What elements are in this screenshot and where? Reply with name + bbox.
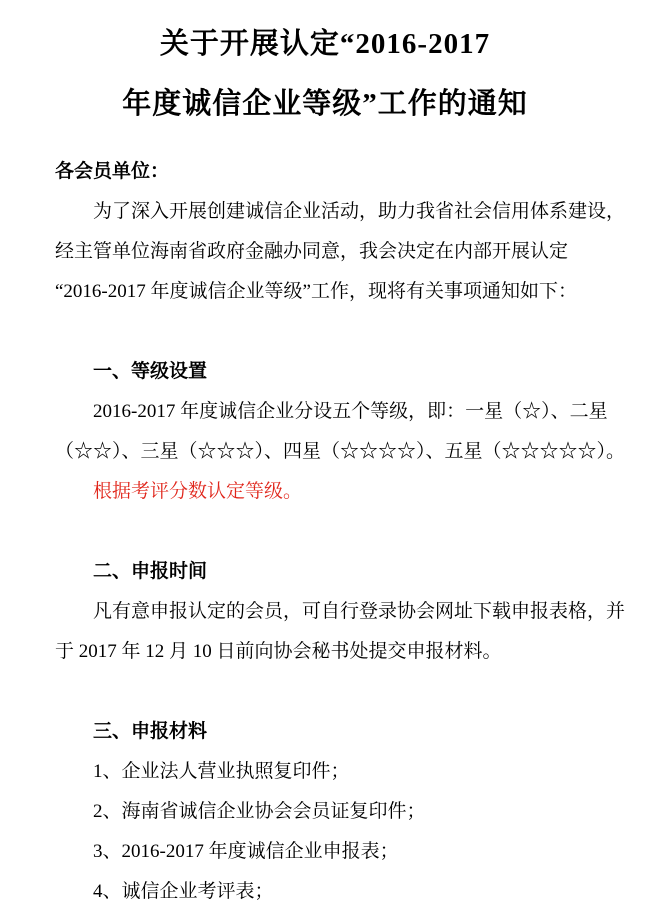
document-section (55, 712, 630, 912)
document-title-line: 关于开展认定“2016-2017 (159, 28, 491, 60)
section-heading: 三、申报材料 (93, 721, 208, 742)
intro-paragraph (55, 192, 630, 312)
document-section (55, 352, 630, 512)
document-title-line: 年度诚信企业等级”工作的通知 (122, 88, 528, 120)
body-text-line: 凡有意申报认定的会员，可自行登录协会网址下载申报表格，并 (93, 601, 626, 622)
salutation: 各会员单位： (55, 161, 170, 182)
red-note-line: 根据考评分数认定等级。 (93, 481, 303, 502)
document-body (0, 152, 650, 912)
body-text-line: 为了深入开展创建诚信企业活动，助力我省社会信用体系建设， (93, 201, 626, 222)
body-text-line: 1、企业法人营业执照复印件； (93, 761, 350, 782)
body-text-line: 于 2017 年 12 月 10 日前向协会秘书处提交申报材料。 (55, 641, 502, 662)
document-sections (55, 352, 630, 912)
section-heading: 一、等级设置 (93, 361, 208, 382)
body-text-line: 4、诚信企业考评表； (93, 881, 274, 902)
document-title (0, 0, 650, 134)
section-heading: 二、申报时间 (93, 561, 208, 582)
body-text-line: 经主管单位海南省政府金融办同意，我会决定在内部开展认定 (55, 241, 569, 262)
body-text-line: 2、海南省诚信企业协会会员证复印件； (93, 801, 426, 822)
body-text-line: 2016-2017 年度诚信企业分设五个等级，即：一星（☆）、二星 (93, 401, 608, 422)
document-section (55, 552, 630, 672)
body-text-line: （☆☆）、三星（☆☆☆）、四星（☆☆☆☆）、五星（☆☆☆☆☆）。 (55, 441, 626, 462)
body-text-line: 3、2016-2017 年度诚信企业申报表； (93, 841, 399, 862)
body-text-line: “2016-2017 年度诚信企业等级”工作，现将有关事项通知如下： (55, 281, 577, 302)
